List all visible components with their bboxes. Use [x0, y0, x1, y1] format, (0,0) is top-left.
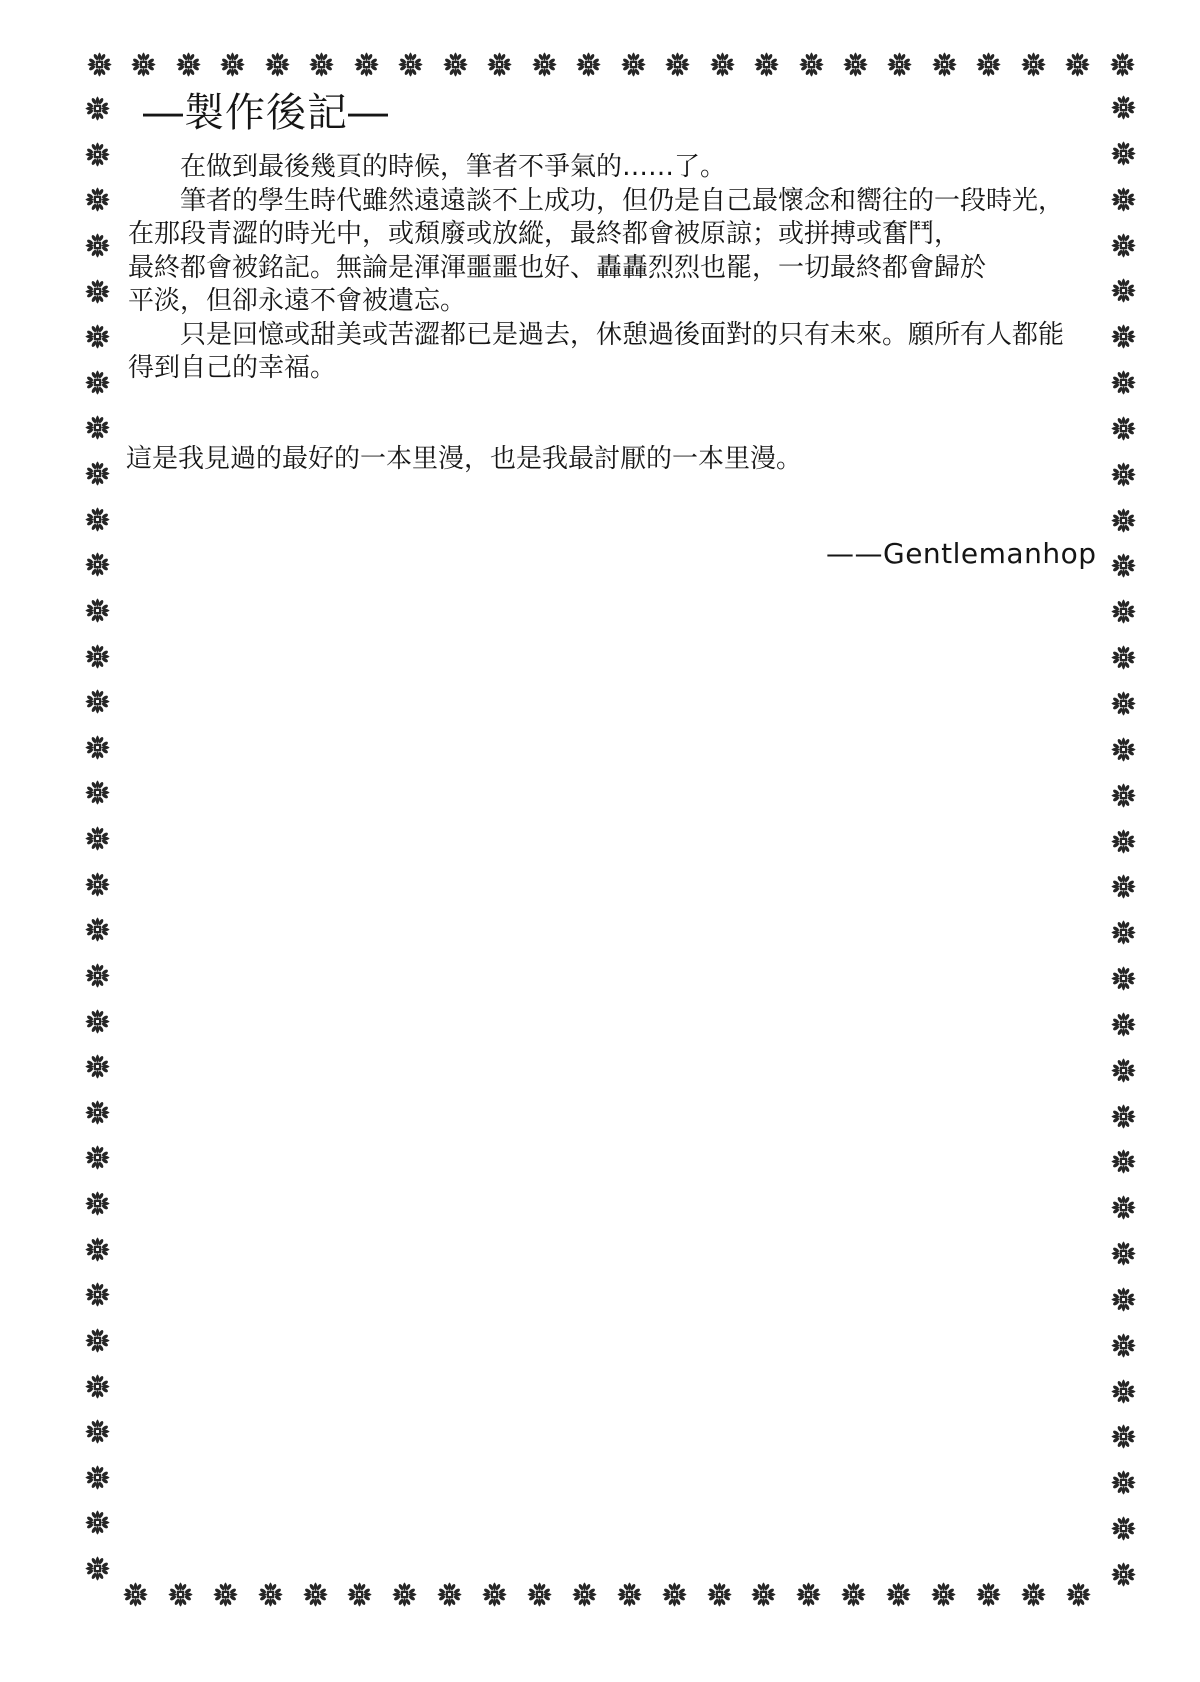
floral-cross-ornament [346, 1581, 373, 1608]
floral-cross-ornament [526, 1581, 553, 1608]
floral-cross-ornament [84, 1144, 111, 1171]
floral-cross-ornament [84, 871, 111, 898]
floral-cross-ornament [302, 1581, 329, 1608]
floral-cross-ornament [84, 369, 111, 396]
floral-cross-ornament [620, 51, 647, 78]
floral-cross-ornament [1110, 461, 1137, 488]
floral-cross-ornament [1110, 1286, 1137, 1313]
floral-cross-ornament [1110, 232, 1137, 259]
floral-cross-ornament [84, 1008, 111, 1035]
floral-cross-ornament [167, 1581, 194, 1608]
floral-cross-ornament [1110, 552, 1137, 579]
floral-cross-ornament [1020, 51, 1047, 78]
floral-cross-ornament [1110, 369, 1137, 396]
body-line: 在做到最後幾頁的時候，筆者不爭氣的……了。 [180, 152, 727, 182]
floral-cross-ornament [709, 51, 736, 78]
floral-cross-ornament [1110, 186, 1137, 213]
floral-cross-ornament [975, 51, 1002, 78]
author-signature: ——Gentlemanhop [826, 537, 1097, 570]
body-line: 在那段青澀的時光中，或頹廢或放縱，最終都會被原諒；或拼搏或奮鬥， [128, 219, 961, 249]
floral-cross-ornament [931, 51, 958, 78]
floral-cross-ornament [664, 51, 691, 78]
floral-cross-ornament [308, 51, 335, 78]
floral-cross-ornament [84, 95, 111, 122]
floral-cross-ornament [1110, 277, 1137, 304]
floral-cross-ornament [84, 825, 111, 852]
floral-cross-ornament [84, 1555, 111, 1582]
floral-cross-ornament [212, 1581, 239, 1608]
page-title: ―製作後記― [143, 90, 389, 136]
floral-cross-ornament [84, 1053, 111, 1080]
floral-cross-ornament [1110, 1423, 1137, 1450]
body-line: 只是回憶或甜美或苦澀都已是過去，休憩過後面對的只有未來。願所有人都能 [180, 319, 1065, 350]
floral-cross-ornament [1064, 51, 1091, 78]
floral-cross-ornament [1110, 507, 1137, 534]
floral-cross-ornament [84, 1099, 111, 1126]
floral-cross-ornament [84, 1236, 111, 1263]
floral-cross-ornament [842, 51, 869, 78]
floral-cross-ornament [84, 1464, 111, 1491]
floral-cross-ornament [1110, 323, 1137, 350]
floral-cross-ornament [1110, 1240, 1137, 1267]
floral-cross-ornament [1110, 919, 1137, 946]
floral-cross-ornament [86, 51, 113, 78]
floral-cross-ornament [1110, 1194, 1137, 1221]
floral-cross-ornament [840, 1581, 867, 1608]
floral-cross-ornament [84, 278, 111, 305]
body-line: 筆者的學生時代雖然遠遠談不上成功，但仍是自己最懷念和嚮往的一段時光， [180, 185, 1065, 216]
floral-cross-ornament [886, 51, 913, 78]
floral-cross-ornament [1110, 873, 1137, 900]
floral-cross-ornament [84, 1281, 111, 1308]
floral-cross-ornament [84, 1509, 111, 1536]
floral-cross-ornament [531, 51, 558, 78]
floral-cross-ornament [571, 1581, 598, 1608]
floral-cross-ornament [84, 916, 111, 943]
floral-cross-ornament [1065, 1581, 1092, 1608]
floral-cross-ornament [481, 1581, 508, 1608]
floral-cross-ornament [795, 1581, 822, 1608]
floral-cross-ornament [1110, 94, 1137, 121]
floral-cross-ornament [798, 51, 825, 78]
floral-cross-ornament [264, 51, 291, 78]
floral-cross-ornament [353, 51, 380, 78]
floral-cross-ornament [1110, 1057, 1137, 1084]
floral-cross-ornament [706, 1581, 733, 1608]
floral-cross-ornament [661, 1581, 688, 1608]
floral-cross-ornament [84, 186, 111, 213]
floral-cross-ornament [1110, 965, 1137, 992]
floral-cross-ornament [1110, 1332, 1137, 1359]
body-line: 平淡，但卻永遠不會被遺忘。 [128, 286, 467, 316]
ornament-border-right [1110, 94, 1137, 1588]
floral-cross-ornament [1109, 51, 1136, 78]
floral-cross-ornament [84, 962, 111, 989]
floral-cross-ornament [1110, 140, 1137, 167]
floral-cross-ornament [1110, 1378, 1137, 1405]
floral-cross-ornament [84, 643, 111, 670]
floral-cross-ornament [84, 141, 111, 168]
floral-cross-ornament [84, 414, 111, 441]
ornament-border-bottom [122, 1581, 1092, 1608]
floral-cross-ornament [257, 1581, 284, 1608]
ornament-border-top [86, 51, 1136, 78]
floral-cross-ornament [975, 1581, 1002, 1608]
body-line: 最終都會被銘記。無論是渾渾噩噩也好、轟轟烈烈也罷，一切最終都會歸於 [128, 252, 987, 283]
floral-cross-ornament [1110, 1469, 1137, 1496]
floral-cross-ornament [84, 597, 111, 624]
floral-cross-ornament [122, 1581, 149, 1608]
floral-cross-ornament [84, 1327, 111, 1354]
floral-cross-ornament [1110, 598, 1137, 625]
floral-cross-ornament [1110, 828, 1137, 855]
floral-cross-ornament [1020, 1581, 1047, 1608]
floral-cross-ornament [1110, 415, 1137, 442]
floral-cross-ornament [930, 1581, 957, 1608]
floral-cross-ornament [616, 1581, 643, 1608]
floral-cross-ornament [397, 51, 424, 78]
floral-cross-ornament [84, 1373, 111, 1400]
floral-cross-ornament [84, 1418, 111, 1445]
floral-cross-ornament [84, 232, 111, 259]
floral-cross-ornament [84, 323, 111, 350]
ornament-border-left [84, 95, 111, 1582]
floral-cross-ornament [1110, 690, 1137, 717]
floral-cross-ornament [1110, 1148, 1137, 1175]
floral-cross-ornament [575, 51, 602, 78]
floral-cross-ornament [753, 51, 780, 78]
floral-cross-ornament [84, 551, 111, 578]
floral-cross-ornament [391, 1581, 418, 1608]
floral-cross-ornament [1110, 1011, 1137, 1038]
floral-cross-ornament [84, 779, 111, 806]
floral-cross-ornament [486, 51, 513, 78]
floral-cross-ornament [130, 51, 157, 78]
floral-cross-ornament [750, 1581, 777, 1608]
floral-cross-ornament [1110, 782, 1137, 809]
floral-cross-ornament [84, 734, 111, 761]
afterword-body [128, 151, 1065, 386]
floral-cross-ornament [1110, 736, 1137, 763]
floral-cross-ornament [175, 51, 202, 78]
floral-cross-ornament [436, 1581, 463, 1608]
floral-cross-ornament [1110, 644, 1137, 671]
floral-cross-ornament [1110, 1515, 1137, 1542]
floral-cross-ornament [84, 1190, 111, 1217]
floral-cross-ornament [442, 51, 469, 78]
floral-cross-ornament [84, 506, 111, 533]
floral-cross-ornament [219, 51, 246, 78]
floral-cross-ornament [84, 688, 111, 715]
remark-line: 這是我見過的最好的一本里漫，也是我最討厭的一本里漫。 [126, 444, 803, 474]
floral-cross-ornament [1110, 1103, 1137, 1130]
floral-cross-ornament [84, 460, 111, 487]
floral-cross-ornament [1110, 1561, 1137, 1588]
body-line: 得到自己的幸福。 [128, 353, 337, 383]
floral-cross-ornament [885, 1581, 912, 1608]
